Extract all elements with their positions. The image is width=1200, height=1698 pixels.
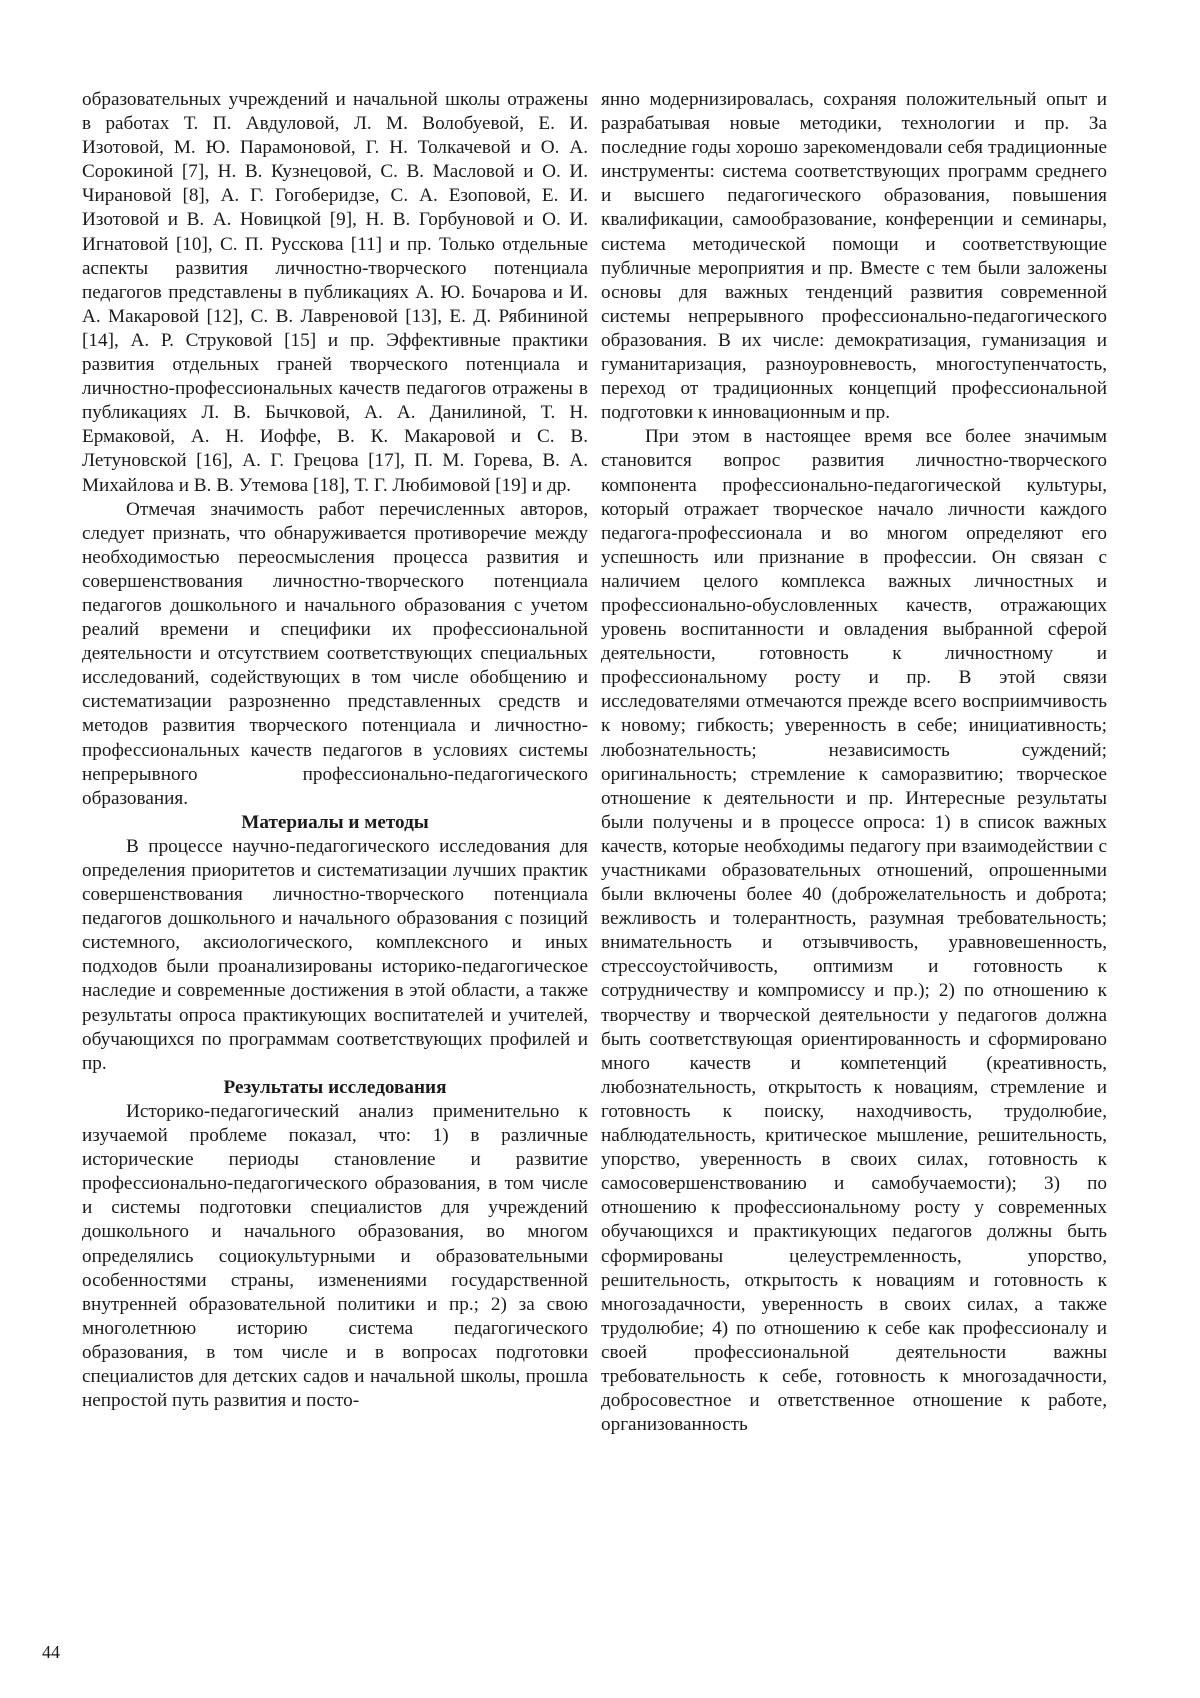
right-column — [601, 88, 1107, 1437]
left-paragraph-3: В процессе научно-педагогического исследования для определения приоритетов и систематизации лучших практик совершенствования личностно-творческого потенциала педагогов дошкольного и начального образования с позиций системного, аксиологического, комплексного и иных подходов были проанализированы историко-педагогическое наследие и современные достижения в этой области, а также результаты опроса практикующих воспитателей и учителей, обучающихся по программам соответствующих профилей и пр. — [82, 835, 588, 1074]
left-paragraph-1: образовательных учреждений и начальной школы отражены в работах Т. П. Авдуловой, Л. М. Волобуевой, Е. И. Изотовой, М. Ю. Парамоновой, Г. Н. Толкачевой и О. А. Сорокиной [7], Н. В. Кузнецовой, С. В. Масловой и О. И. Чирановой [8], А. Г. Гогоберидзе, С. А. Езоповой, Е. И. Изотовой и В. А. Новицкой [9], Н. В. Горбуновой и О. И. Игнатовой [10], С. П. Русскова [11] и пр. Только отдельные аспекты развития личностно-творческого потенциала педагогов представлены в публикациях А. Ю. Бочарова и И. А. Макаровой [12], С. В. Лавреновой [13], Е. Д. Рябининой [14], А. Р. Струковой [15] и пр. Эффективные практики развития отдельных граней творческого потенциала и личностно-профессиональных качеств педагогов отражены в публикациях Л. В. Бычковой, А. А. Данилиной, Т. Н. Ермаковой, А. Н. Иоффе, В. К. Макаровой и С. В. Летуновской [16], А. Г. Грецова [17], П. М. Горева, В. А. Михайлова и В. В. Утемова [18], Т. Г. Любимовой [19] и др. — [82, 89, 588, 496]
section-heading-results: Результаты исследования — [223, 1076, 447, 1098]
right-paragraph-1: янно модернизировалась, сохраняя положительный опыт и разрабатывая новые методики, технологии и пр. За последние годы хорошо зарекомендовали себя традиционные инструменты: система соответствующих программ среднего и высшего педагогического образования, повышения квалификации, самообразование, конференции и семинары, система методической помощи и соответствующие публичные мероприятия и пр. Вместе с тем были заложены основы для важных тенденций развития современной системы непрерывного профессионально-педагогического образования. В их числе: демократизация, гуманизация и гуманитаризация, разноуровневость, многоступенчатость, переход от традиционных концепций профессиональной подготовки к инновационным и пр. — [601, 89, 1107, 424]
page-number: 44 — [42, 1642, 60, 1662]
left-paragraph-4: Историко-педагогический анализ применительно к изучаемой проблеме показал, что: 1) в различные исторические периоды становление и развитие профессионально-педагогического образования, в том числе и системы подготовки специалистов для учреждений дошкольного и начального образования, во многом определялись социокультурными и образовательными особенностями страны, изменениями государственной внутренней образовательной политики и пр.; 2) за свою многолетнюю историю система педагогического образования, в том числе и в вопросах подготовки специалистов для детских садов и начальной школы, прошла непростой путь развития и посто- — [82, 1100, 588, 1412]
section-heading-methods: Материалы и методы — [241, 811, 429, 833]
right-paragraph-2: При этом в настоящее время все более значимым становится вопрос развития личностно-творческого компонента профессионально-педагогической культуры, который отражает творческое начало личности каждого педагога-профессионала и во многом определяют его успешность или признание в профессии. Он связан с наличием целого комплекса важных личностных и профессионально-обусловленных качеств, отражающих уровень воспитанности и овладения выбранной сферой деятельности, готовность к личностному и профессиональному росту и пр. В этой связи исследователями отмечаются прежде всего восприимчивость к новому; гибкость; уверенность в себе; инициативность; любознательность; независимость суждений; оригинальность; стремление к саморазвитию; творческое отношение к деятельности и пр. Интересные результаты были получены и в процессе опроса: 1) в список важных качеств, которые необходимы педагогу при взаимодействии с участниками образовательных отношений, опрошенными были включены более 40 (доброжелательность и доброта; вежливость и толерантность, разумная требовательность; внимательность и отзывчивость, уравновешенность, стрессоустойчивость, оптимизм и готовность к сотрудничеству и компромиссу и пр.); 2) по отношению к творчеству и творческой деятельности у педагогов должна быть соответствующая ориентированность и сформировано много качеств и компетенций (креативность, любознательность, открытость к новациям, стремление и готовность к поиску, находчивость, трудолюбие, наблюдательность, критическое мышление, решительность, упорство, уверенность в своих силах, готовность к самосовершенствованию и самобучаемости); 3) по отношению к профессиональному росту у современных обучающихся и практикующих педагогов должны быть сформированы целеустремленность, упорство, решительность, открытость к новациям и готовность к многозадачности, уверенность в своих силах, а также трудолюбие; 4) по отношению к себе как профессионалу и своей профессиональной деятельности важны требовательность к себе, готовность к многозадачности, добросовестное и ответственное отношение к работе, организованность — [601, 426, 1107, 1436]
left-column — [82, 88, 588, 1413]
left-paragraph-2: Отмечая значимость работ перечисленных авторов, следует признать, что обнаруживается противоречие между необходимостью переосмысления процесса развития и совершенствования личностно-творческого потенциала педагогов дошкольного и начального образования с учетом реалий времени и специфики их профессиональной деятельности и отсутствием соответствующих специальных исследований, содействующих в том числе обобщению и систематизации разрозненно представленных средств и методов развития творческого потенциала и личностно-профессиональных качеств педагогов в условиях системы непрерывного профессионально-педагогического образования. — [82, 498, 588, 809]
